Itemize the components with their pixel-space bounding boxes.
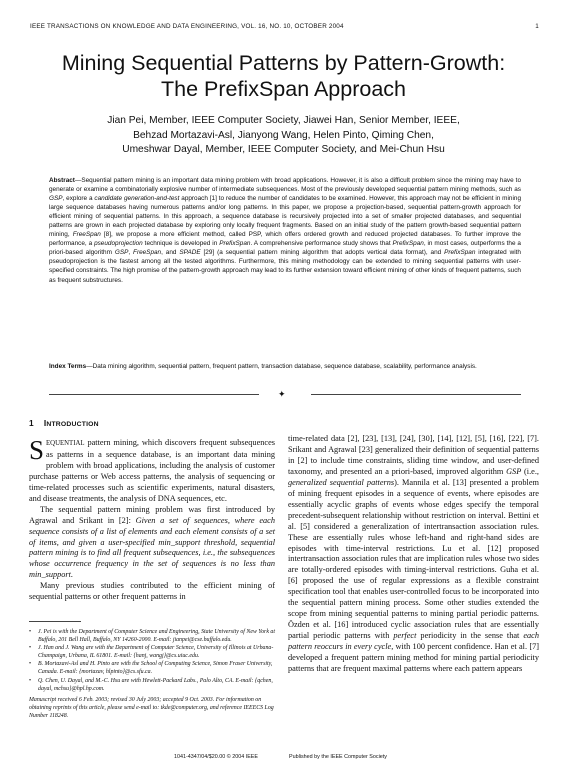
index-terms: [49, 362, 521, 371]
footnote-text: J. Pei is with the Department of Computer Science and Engineering, State University of New York at Buffalo, 201 Bell Hall, Buffalo, NY 14260-2000. E-mail: jianpei@cse.buffalo.edu.: [38, 629, 276, 644]
paragraph-1: [29, 434, 275, 505]
footnote-text: Q. Chen, U. Dayal, and M.-C. Hsu are with Hewlett-Packard Labs., Palo Alto, CA. E-mail: {qchen, dayal, mchsu}@hpl.hp.com.: [38, 677, 273, 692]
definition-italic: Given a set of sequences, where each sequence consists of a list of elements and each element consists of a set of items, and given a user-specified min_support threshold, sequential pattern mining is to find all frequent subsequences, i.e., the subsequences whose occurrence frequency in the set of sequences is no less than min_support.: [29, 515, 275, 580]
abstract-term: FreeSpan: [72, 231, 101, 239]
index-terms-label: Index Terms: [49, 363, 87, 370]
abstract-term: candidate generation-and-test: [94, 195, 180, 203]
abstract-text: , explore a: [62, 195, 95, 203]
abstract-term: PrefixSpan: [392, 240, 424, 248]
section-heading: [29, 418, 275, 431]
authors-line-1: Jian Pei, Member, IEEE Computer Society, Jiawei Han, Senior Member, IEEE,: [107, 115, 460, 126]
term-italic: perfect: [393, 631, 417, 641]
paragraph-2: [29, 505, 275, 582]
paragraph-text: Many previous studies contributed to the efficient mining of sequential patterns or other frequent patterns in: [29, 581, 275, 602]
abstract-text: technique is developed in: [142, 240, 220, 248]
small-caps-lead: EQUENTIAL: [46, 439, 85, 447]
abstract-text: [8], we propose a more efficient method, called PSP, which offers ordered growth and reduced projected databases. To further improve the performance, a: [49, 231, 521, 248]
term-italic: generalized sequential patterns: [288, 477, 395, 487]
term-italic: GSP: [506, 466, 522, 476]
body-column-left: [29, 418, 275, 603]
issn-line: 1041-4347/04/$20.00 © 2004 IEEE: [174, 754, 258, 760]
abstract-text: , and: [161, 249, 180, 257]
footnote-item: [29, 628, 275, 644]
abstract-text: integrated with pseudoprojection is the fastest among all the tested algorithms. Furthermore, this mining methodology can be extended to mining sequential patterns with user-specified constraints. The high promise of the pattern-growth approach may lead to its further extension toward efficient mining of other kinds of frequent patterns, such as frequent substructures.: [49, 249, 521, 284]
paragraph-text: , with 100 percent confidence. Han et al. [7] developed a frequent pattern mining method for mining partial periodicity patterns that are frequent maximal patterns where each pattern appears: [288, 642, 540, 674]
author-list: [20, 114, 547, 158]
abstract-term: PrefixSpan: [219, 240, 251, 248]
abstract-text: —Sequential pattern mining is an important data mining problem with broad applications. However, it is also a difficult problem since the mining may have to generate or examine a combinatorially explosive number of intermediate subsequences. Most of the previously developed sequential pattern mining methods, such as: [49, 177, 521, 194]
abstract-text: . A comprehensive performance study shows that: [250, 240, 393, 248]
abstract-term: pseudoprojection: [94, 240, 143, 248]
page-number: 1: [535, 23, 539, 30]
section-title-rest: NTRODUCTION: [46, 421, 99, 428]
bullet-icon: •: [29, 645, 32, 652]
paragraph-text: ). Mannila et al. [13] presented a problem of mining frequent episodes in a sequence of events, where episodes are essentially acyclic graphs of events whose edges specify the temporal precedent-subsequent relationship without restriction on interval. Bettini et al. [5] considered a generalization of intertransaction association rules. These are essentially rules whose left-hand and right-hand sides are episodes with time-interval restrictions. Lu et al. [12] proposed intertransaction association rules that are implication rules whose two sides are totally-ordered episodes with timing-interval restrictions. Guha et al. [6] proposed the use of regular expressions as a flexible constraint specification tool that enables user-controlled focus to be incorporated into the sequential pattern mining process. Some other studies extended the scope from mining sequential patterns to mining partial periodic patterns. Özden et al. [16] introduced cyclic association rules that are essentially partial periodic patterns with: [288, 477, 539, 641]
paragraph-continued: [288, 434, 539, 675]
index-terms-text: —Data mining algorithm, sequential pattern, frequent pattern, transaction database, sequence database, scalability, performance analysis.: [86, 363, 477, 370]
divider-ornament-icon: ✦: [278, 389, 286, 399]
title-line-2: The PrefixSpan Approach: [160, 77, 406, 101]
paragraph-text: pattern mining, which discovers frequent subsequences as patterns in a sequence database, is an important data mining problem with broad applications, including the analysis of customer purchase patterns or Web access patterns, the analysis of sequencing or time-related processes such as scientific experiments, natural disasters, and disease treatments, the analysis of DNA sequences, etc.: [29, 437, 275, 503]
abstract-term: GSP: [49, 195, 63, 203]
body-column-right: [288, 434, 539, 675]
title-line-1: Mining Sequential Patterns by Pattern-Growth:: [61, 51, 506, 75]
abstract-label: Abstract: [49, 177, 75, 184]
abstract: [49, 176, 521, 285]
paragraph-text: time-related data [2], [23], [13], [24], [30], [14], [12], [5], [16], [22], [7]. Srikant and Agrawal [23] generalized their definition of sequential patterns in [2] to include time constraints, sliding time window, and user-defined taxonomy, and presented an a priori-based, improved algorithm: [288, 434, 539, 476]
term-italic: each pattern reoccurs in every cycle: [288, 631, 540, 652]
authors-line-3: Umeshwar Dayal, Member, IEEE Computer Society, and Mei-Chun Hsu: [122, 144, 445, 156]
abstract-term: PrefixSpan: [444, 249, 476, 257]
footnote-text: J. Han and J. Wang are with the Department of Computer Science, University of Illinois at Urbana-Champaign, Urbana, IL 61801. E-mail: {hanj, wangj}@cs.uiuc.edu.: [38, 645, 274, 660]
abstract-text: ,: [128, 249, 134, 257]
section-title: [44, 418, 99, 428]
abstract-text: , in most cases, outperforms the a priori-based algorithm: [49, 240, 521, 257]
footnote-item: [29, 660, 275, 676]
bullet-icon: •: [29, 629, 32, 635]
running-header: [30, 23, 539, 35]
abstract-term: GSP: [114, 249, 129, 257]
divider-line-left: [49, 394, 259, 395]
authors-line-2: Behzad Mortazavi-Asl, Jianyong Wang, Helen Pinto, Qiming Chen,: [133, 129, 434, 141]
section-title-cap: I: [43, 418, 47, 428]
abstract-term: SPADE: [179, 249, 201, 257]
bullet-icon: •: [29, 661, 32, 668]
paragraph-text: The sequential pattern mining problem was first introduced by Agrawal and Srikant in [2]:: [29, 504, 275, 525]
paragraph-3: [29, 581, 275, 603]
abstract-text: approach [1] to reduce the number of candidates to be examined. However, this approach may not be efficient in mining large sequence databases having numerous patterns and/or long patterns. In this paper, we propose a projection-based, sequential pattern-growth approach for efficient mining of sequential patterns. In this approach, a sequence database is recursively projected into a set of smaller projected databases, and sequential patterns are grown in each projected database by exploring only locally frequent fragments. Based on an initial study of the pattern growth-based sequential pattern mining,: [49, 195, 522, 239]
footnote-rule: [29, 621, 81, 622]
divider-line-right: [311, 394, 521, 395]
paper-title: [20, 50, 547, 102]
paragraph-text: (i.e.,: [521, 466, 539, 476]
abstract-term: FreeSpan: [133, 249, 162, 257]
drop-cap: S: [29, 434, 45, 465]
footnote-text: B. Mortazavi-Asl and H. Pinto are with the School of Computing Science, Simon Fraser University, Canada. E-mail: {mortazav, hlpinto}@cs.sfu.ca.: [38, 661, 273, 676]
journal-line: IEEE TRANSACTIONS ON KNOWLEDGE AND DATA ENGINEERING, VOL. 16, NO. 10, OCTOBER 2004: [30, 23, 344, 30]
footnote-item: [29, 677, 275, 693]
abstract-text: [29] (a sequential pattern mining algorithm that adopts vertical data format), and: [200, 249, 445, 257]
footnotes: [29, 628, 275, 720]
section-divider: [49, 389, 521, 399]
footnote-item: [29, 644, 275, 660]
bullet-icon: •: [29, 677, 32, 684]
paragraph-text: periodicity in the sense that: [416, 631, 524, 641]
section-number: 1: [29, 418, 34, 428]
manuscript-note: Manuscript received 6 Feb. 2003; revised 30 July 2003; accepted 9 Oct. 2003. For information on obtaining reprints of this article, please send e-mail to: tkde@computer.org, and reference IEEECS Log Number 118248.: [29, 696, 274, 719]
publisher-line: Published by the IEEE Computer Society: [289, 754, 387, 760]
